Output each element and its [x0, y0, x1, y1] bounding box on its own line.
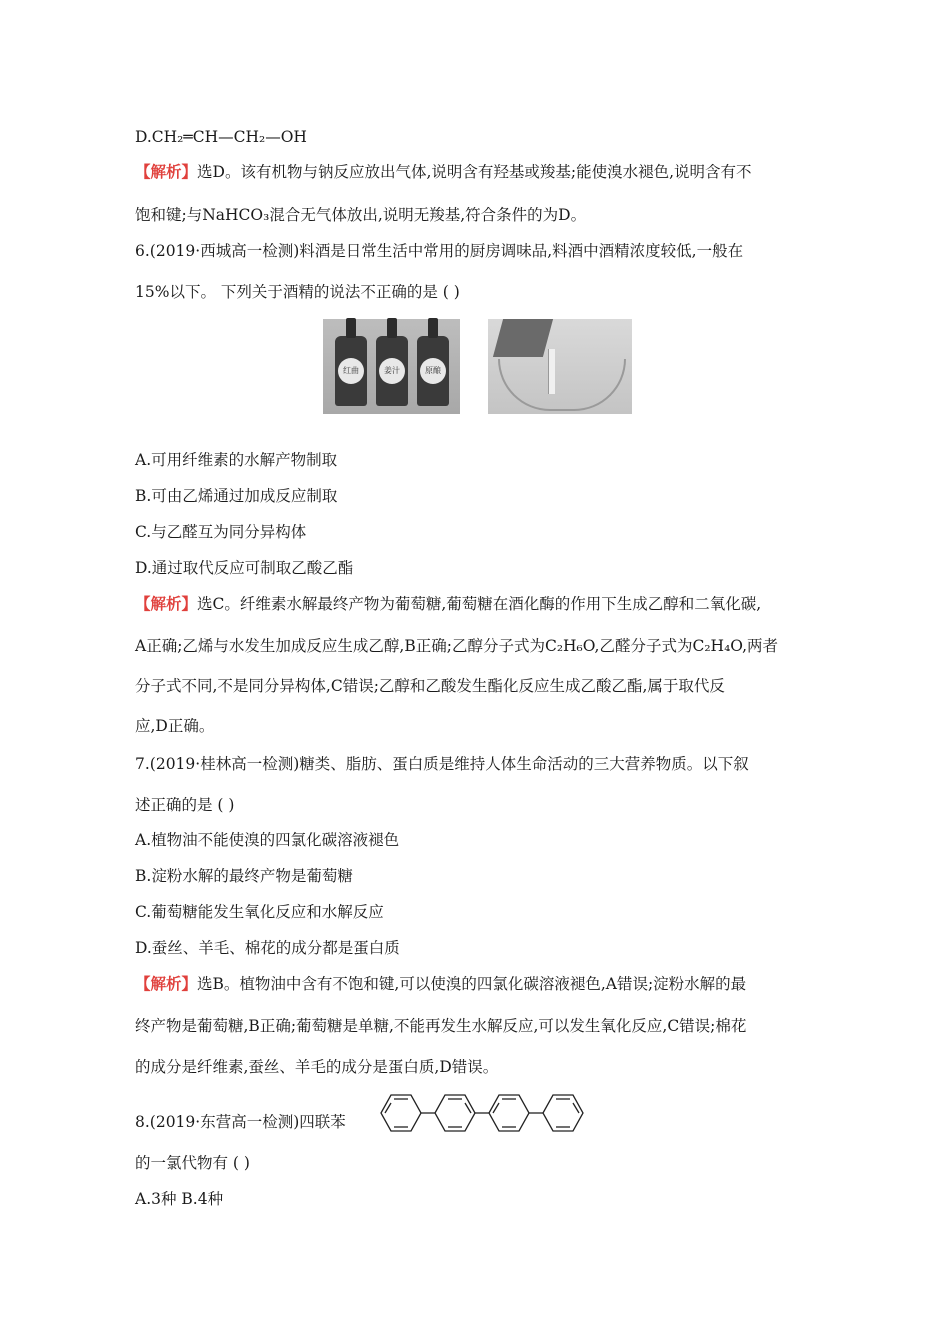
analysis-q5-line2: 饱和键;与NaHCO₃混合无气体放出,说明无羧基,符合条件的为D。	[135, 206, 587, 224]
bottle-3: 原酿	[417, 336, 449, 406]
quaterphenyl-structure	[376, 1089, 591, 1137]
analysis-tag: 【解析】	[135, 974, 198, 993]
analysis-tag: 【解析】	[135, 594, 198, 613]
analysis-q6-line4: 应,D正确。	[135, 717, 215, 735]
option-d-q5: D.CH₂═CH—CH₂—OH	[135, 128, 307, 146]
question-8-line1: 8.(2019·东营高一检测)四联苯	[135, 1113, 346, 1131]
option-b-q7: B.淀粉水解的最终产物是葡萄糖	[135, 867, 353, 885]
option-c-q6: C.与乙醛互为同分异构体	[135, 523, 307, 541]
analysis-q5-line1: 【解析】选D。该有机物与钠反应放出气体,说明含有羟基或羧基;能使溴水褪色,说明含有不	[135, 162, 752, 181]
options-ab-q8: A.3种 B.4种	[135, 1190, 224, 1208]
option-c-q7: C.葡萄糖能发生氧化反应和水解反应	[135, 903, 384, 921]
question-6-line2: 15%以下。 下列关于酒精的说法不正确的是 ( )	[135, 283, 460, 301]
analysis-q7-line2: 终产物是葡萄糖,B正确;葡萄糖是单糖,不能再发生水解反应,可以发生氧化反应,C错误;棉花	[135, 1017, 747, 1035]
analysis-q7-line1: 【解析】选B。植物油中含有不饱和键,可以使溴的四氯化碳溶液褪色,A错误;淀粉水解的最	[135, 974, 747, 993]
pouring-wine-photo	[488, 319, 632, 414]
question-8-line2: 的一氯代物有 ( )	[135, 1154, 250, 1172]
analysis-q6-line2: A正确;乙烯与水发生加成反应生成乙醇,B正确;乙醇分子式为C₂H₆O,乙醛分子式为C₂H₄O,两者	[135, 637, 779, 655]
bottle-2: 姜汁	[376, 336, 408, 406]
option-a-q7: A.植物油不能使溴的四氯化碳溶液褪色	[135, 831, 400, 849]
question-7-line1: 7.(2019·桂林高一检测)糖类、脂肪、蛋白质是维持人体生命活动的三大营养物质。以下叙	[135, 755, 749, 773]
bottle-1: 红曲	[335, 336, 367, 406]
question-7-line2: 述正确的是 ( )	[135, 796, 235, 814]
question-6-line1: 6.(2019·西城高一检测)料酒是日常生活中常用的厨房调味品,料酒中酒精浓度较低,一般在	[135, 242, 744, 260]
option-d-q6: D.通过取代反应可制取乙酸乙酯	[135, 559, 354, 577]
wine-bottles-photo	[323, 319, 460, 414]
option-d-q7: D.蚕丝、羊毛、棉花的成分都是蛋白质	[135, 939, 400, 957]
analysis-q6-line3: 分子式不同,不是同分异构体,C错误;乙醇和乙酸发生酯化反应生成乙酸乙酯,属于取代反	[135, 677, 725, 695]
analysis-q6-line1: 【解析】选C。纤维素水解最终产物为葡萄糖,葡萄糖在酒化酶的作用下生成乙醇和二氧化碳,	[135, 594, 762, 613]
analysis-tag: 【解析】	[135, 162, 198, 181]
option-a-q6: A.可用纤维素的水解产物制取	[135, 451, 338, 469]
option-b-q6: B.可由乙烯通过加成反应制取	[135, 487, 338, 505]
analysis-q7-line3: 的成分是纤维素,蚕丝、羊毛的成分是蛋白质,D错误。	[135, 1058, 499, 1076]
